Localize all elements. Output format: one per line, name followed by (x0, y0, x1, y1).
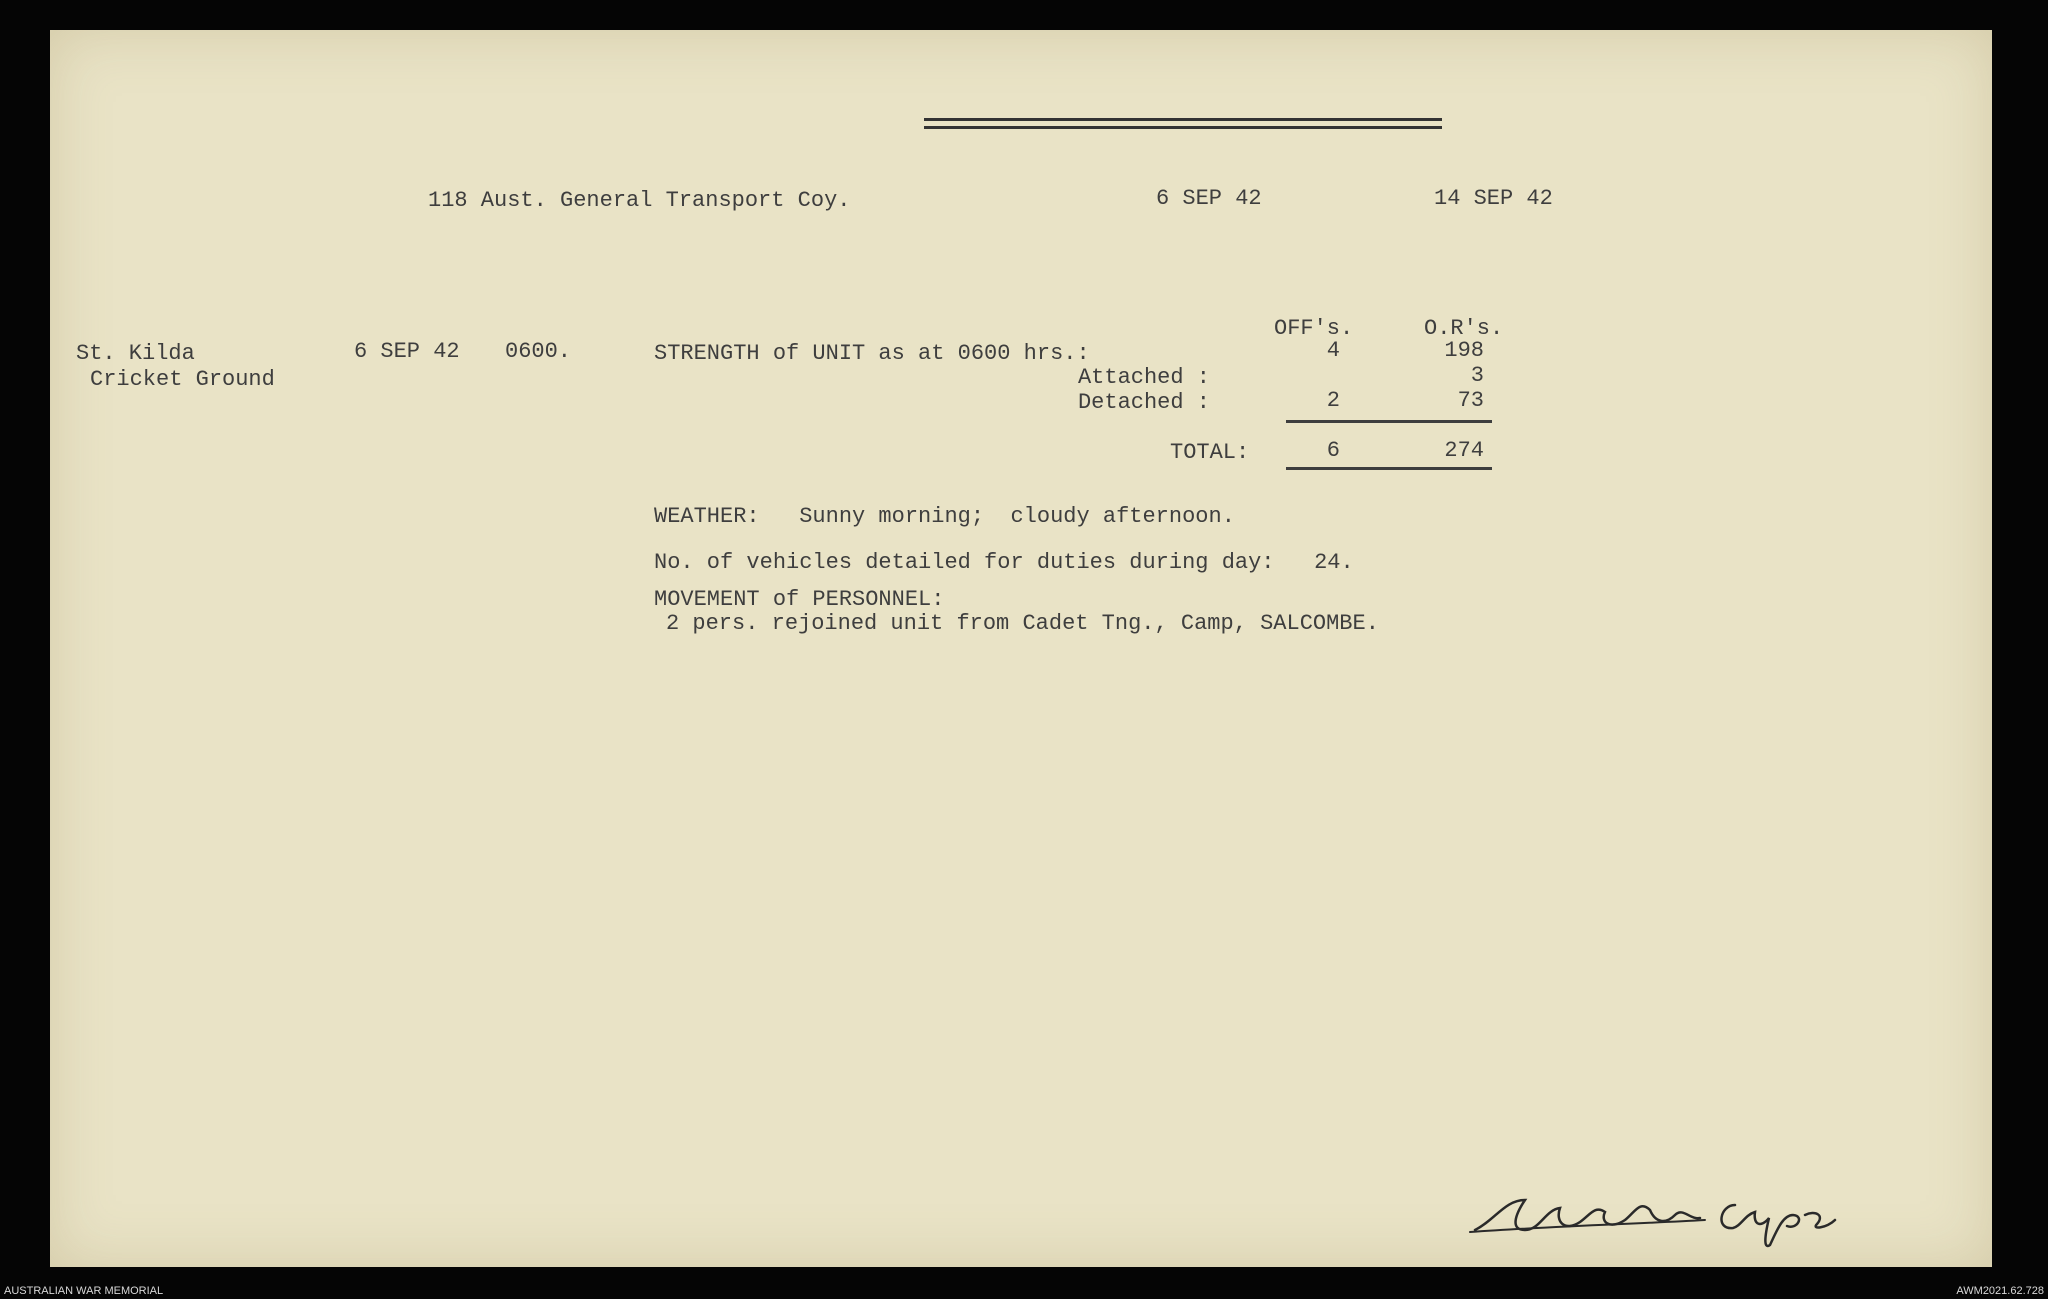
strength-row-0-ors: 198 (1444, 338, 1484, 363)
header-rule (924, 118, 1442, 121)
footer-accession: AWM2021.62.728 (1956, 1285, 2044, 1297)
col-ors-heading: O.R's. (1424, 316, 1504, 341)
strength-title: STRENGTH of UNIT as at 0600 hrs.: (654, 341, 1090, 366)
unit-name: 118 Aust. General Transport Coy. (428, 188, 851, 213)
document-page (50, 30, 1992, 1267)
date-from: 6 SEP 42 (1156, 186, 1262, 211)
place-line-1: St. Kilda (76, 341, 195, 366)
date-to: 14 SEP 42 (1434, 186, 1553, 211)
entry-date: 6 SEP 42 (354, 339, 460, 364)
col-offrs-heading: OFF's. (1274, 316, 1354, 341)
signature (1465, 1160, 1845, 1260)
entry-time: 0600. (505, 339, 572, 364)
strength-row-2-offrs: 2 (1326, 388, 1340, 413)
total-label: TOTAL: (1170, 440, 1250, 465)
strength-row-0-offrs: 4 (1326, 338, 1340, 363)
movement-heading: MOVEMENT of PERSONNEL: (654, 587, 945, 612)
movement-detail: 2 pers. rejoined unit from Cadet Tng., Camp, SALCOMBE. (666, 611, 1379, 636)
header-rule-lower (924, 126, 1442, 129)
place-line-2: Cricket Ground (90, 367, 275, 392)
total-underline (1286, 467, 1492, 470)
total-offrs: 6 (1326, 438, 1340, 463)
vehicles-line: No. of vehicles detailed for duties during day: 24. (654, 550, 1354, 575)
strength-row-2-ors: 73 (1457, 388, 1484, 413)
footer-credit: AUSTRALIAN WAR MEMORIAL (4, 1285, 164, 1297)
total-ors: 274 (1444, 438, 1484, 463)
total-rule (1286, 420, 1492, 423)
weather-line: WEATHER: Sunny morning; cloudy afternoon. (654, 504, 1235, 529)
strength-row-1-label: Attached : (1077, 365, 1210, 390)
strength-row-1-ors: 3 (1470, 363, 1484, 388)
strength-row-2-label: Detached : (1077, 390, 1210, 415)
